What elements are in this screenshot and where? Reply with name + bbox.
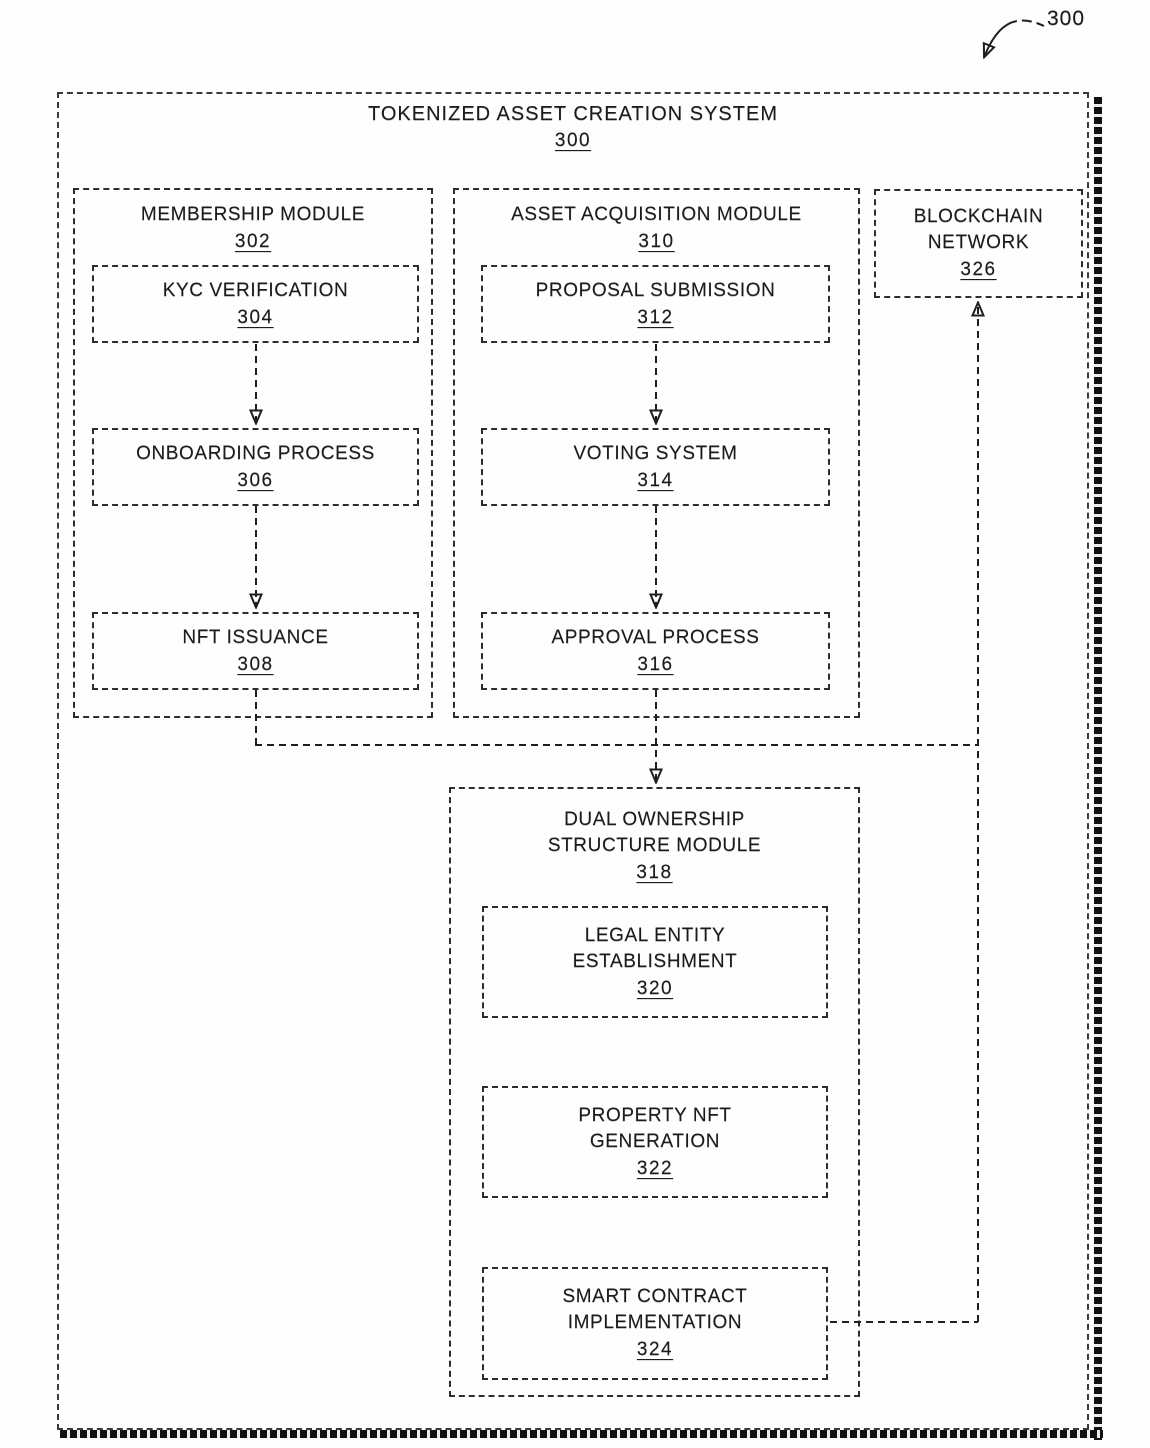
figure-reference-number: 300 [1047,7,1086,30]
system-number: 300 [554,130,592,151]
system-title: TOKENIZED ASSET CREATION SYSTEM [368,103,778,125]
property-nft-number: 322 [636,1157,674,1179]
legal-entity-establishment-box [482,906,828,1018]
blockchain-network-label-line1: BLOCKCHAIN [913,206,1044,227]
proposal-submission-number: 312 [637,306,674,328]
dual-ownership-module-title-line2: STRUCTURE MODULE [547,835,762,856]
system-box-right-shadow [1094,97,1102,1440]
nft-issuance-number: 308 [237,653,274,675]
onboarding-process-box [92,428,419,506]
nft-issuance-label: NFT ISSUANCE [182,626,329,648]
blockchain-network-label-line2: NETWORK [927,232,1030,253]
asset-acquisition-module-number: 310 [638,231,675,252]
approval-process-number: 316 [637,653,674,675]
dual-ownership-module-number: 318 [636,862,673,883]
legal-entity-label-line2: ESTABLISHMENT [572,950,738,972]
kyc-verification-number: 304 [237,306,274,328]
approval-process-label: APPROVAL PROCESS [551,626,760,648]
smart-contract-label-line1: SMART CONTRACT [562,1286,748,1307]
blockchain-network-box [874,189,1083,298]
voting-system-label: VOTING SYSTEM [573,442,738,464]
asset-acquisition-module-title: ASSET ACQUISITION MODULE [511,204,802,225]
system-title-block [57,101,1089,154]
dual-ownership-module-title-line1: DUAL OWNERSHIP [564,809,745,830]
membership-module-title: MEMBERSHIP MODULE [140,204,366,225]
smart-contract-implementation-box [482,1267,828,1380]
onboarding-process-label: ONBOARDING PROCESS [136,442,375,464]
kyc-verification-label: KYC VERIFICATION [162,279,349,301]
smart-contract-number: 324 [636,1339,674,1360]
blockchain-network-number: 326 [960,259,997,280]
approval-process-box [481,612,830,690]
smart-contract-label-line2: IMPLEMENTATION [567,1312,743,1333]
property-nft-label-line2: GENERATION [589,1130,721,1152]
membership-module-number: 302 [234,231,272,252]
kyc-verification-box [92,265,419,343]
proposal-submission-box [481,265,830,343]
proposal-submission-label: PROPOSAL SUBMISSION [535,279,776,301]
voting-system-number: 314 [637,469,674,491]
property-nft-generation-box [482,1086,828,1198]
legal-entity-label-line1: LEGAL ENTITY [584,924,726,946]
onboarding-process-number: 306 [237,469,274,491]
system-box-bottom-shadow [60,1430,1103,1438]
voting-system-box [481,428,830,506]
legal-entity-number: 320 [636,977,674,999]
nft-issuance-box [92,612,419,690]
property-nft-label-line1: PROPERTY NFT [578,1104,732,1126]
figure-reference-arrow [985,20,1044,55]
